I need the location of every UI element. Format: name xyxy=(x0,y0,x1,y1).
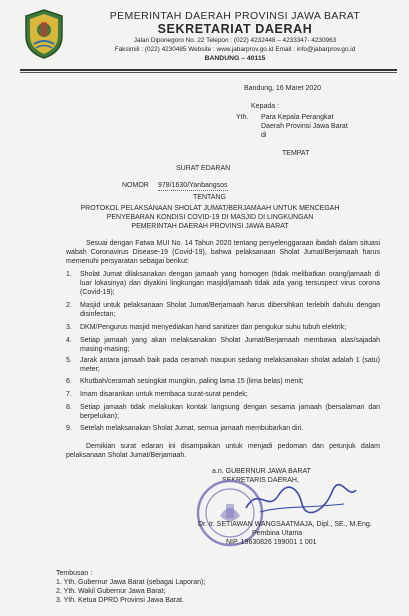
list-item-number: 7. xyxy=(66,391,72,398)
list-item: Setelah melaksanakan Sholat Jumat, semua jamaah membubarkan diri. xyxy=(80,425,304,432)
tembusan-item: 1. Yth. Gubernur Jawa Barat (sebagai Laporan); xyxy=(56,579,206,586)
list-item: Sholat Jumat dilaksanakan dengan jamaah yang homogen (tidak melibatkan orang/jamaah di luar lokasinya) dan diyakini lingkungan masjid/jamaah tidak ada yang tersuspect virus corona (Covid-19); xyxy=(80,271,380,296)
list-item: Setiap jamaah tidak melakukan kontak langsung dengan sesama jamaah (bersalaman dan berpelukan); xyxy=(80,404,380,420)
signatory-rank: Pembina Utama xyxy=(252,530,303,537)
tentang-label: TENTANG xyxy=(193,194,226,201)
list-item-number: 5. xyxy=(66,357,72,364)
subject-line-2: PENYEBARAN KONDISI COVID-19 DI MASJID DI LINGKUNGAN xyxy=(106,214,314,221)
list-item: Jarak antara jamaah baik pada ceramah maupun sedang melaksanakan sholat adalah 1 (satu) meter; xyxy=(80,357,380,373)
letterhead-rule-thin xyxy=(20,72,397,73)
addressee-tempat: TEMPAT xyxy=(282,150,310,157)
list-item: Setiap jamaah yang akan melaksanakan Sholat Jumat/Berjamaah membawa alas/sajadah masing-masing; xyxy=(80,337,380,353)
letterhead-city: BANDUNG – 40115 xyxy=(204,55,266,62)
letterhead-government: PEMERINTAH DAERAH PROVINSI JAWA BARAT xyxy=(109,10,361,22)
letter-date: Bandung, 16 Maret 2020 xyxy=(244,85,322,92)
list-item-number: 9. xyxy=(66,425,72,432)
intro-paragraph: Sesuai dengan Fatwa MUI No. 14 Tahun 2020 tentang penyelenggaraan ibadah dalam situasi wabah Coronavirus Disease-19 (Covid-19), bahwa pelaksanaan Sholat Jumat/Berjamaah harus memenuhi persyaratan sebagai berikut: xyxy=(66,240,380,265)
subject-line-3: PEMERINTAH DAERAH PROVINSI JAWA BARAT xyxy=(131,223,289,230)
signatory-name: Dr. Ir. SETIAWAN WANGSAATMAJA, Dipl., SE., M.Eng. xyxy=(198,521,372,528)
list-item-number: 4. xyxy=(66,337,72,344)
addressee-di: di xyxy=(261,132,267,139)
nomor-label: NOMOR xyxy=(122,182,149,189)
list-item-number: 2. xyxy=(66,302,72,309)
list-item-number: 1. xyxy=(66,271,72,278)
list-item: Khutbah/ceramah sesingkat mungkin, paling lama 15 (lima belas) menit; xyxy=(80,378,304,385)
list-item-number: 8. xyxy=(66,404,72,411)
addressee-line-2: Daerah Provinsi Jawa Barat xyxy=(261,123,348,130)
kepada-label: Kepada : xyxy=(251,103,280,110)
list-item-number: 3. xyxy=(66,324,72,331)
tembusan-item: 3. Yth. Ketua DPRD Provinsi Jawa Barat. xyxy=(56,597,184,604)
provinsi-jawa-barat-logo xyxy=(22,8,66,60)
letterhead-office: SEKRETARIAT DAERAH xyxy=(157,22,313,36)
signature-on-behalf: a.n. GUBERNUR JAWA BARAT xyxy=(212,468,311,475)
closing-paragraph: Demikian surat edaran ini disampaikan untuk menjadi pedoman dan petunjuk dalam pelaksanaan Sholat Jumat/Berjamaah. xyxy=(66,443,380,459)
handwritten-signature xyxy=(240,482,360,518)
letterhead-contact: Faksimili : (022) 4230485 Website : www.jabarprov.go.id Email : info@jabarprov.go.id xyxy=(114,45,356,53)
list-item: Masjid untuk pelaksanaan Sholat Jumat/Berjamaah harus dibersihkan terlebih dahulu dengan disinfectan; xyxy=(80,302,380,318)
tembusan-label: Tembusan : xyxy=(56,570,93,577)
list-item-number: 6. xyxy=(66,378,72,385)
signature-position: SEKRETARIS DAERAH, xyxy=(222,477,299,484)
tembusan-item: 2. Yth. Wakil Gubernur Jawa Barat; xyxy=(56,588,166,595)
letterhead xyxy=(70,10,400,63)
nomor-value: 978/1630/Yanbangsos xyxy=(158,182,228,189)
letterhead-address: Jalan Diponegoro No. 22 Telepon : (022) 4232448 – 4233347- 4230963 xyxy=(133,37,337,44)
addressee-line-1: Para Kepala Perangkat xyxy=(261,114,334,121)
signatory-nip: NIP. 19630826 199001 1 001 xyxy=(226,539,317,546)
list-item: Imam disarankan untuk membaca surat-surat pendek; xyxy=(80,391,248,398)
list-item: DKM/Pengurus masjid menyediakan hand sanitizer dan pengukur suhu tubuh elektrik; xyxy=(80,324,347,331)
yth-label: Yth. xyxy=(236,114,249,121)
letter-type-title: SURAT EDARAN xyxy=(176,165,231,172)
subject-line-1: PROTOKOL PELAKSANAAN SHOLAT JUMAT/BERJAMAAH UNTUK MENCEGAH xyxy=(80,205,340,212)
letterhead-rule-thick xyxy=(20,69,397,71)
